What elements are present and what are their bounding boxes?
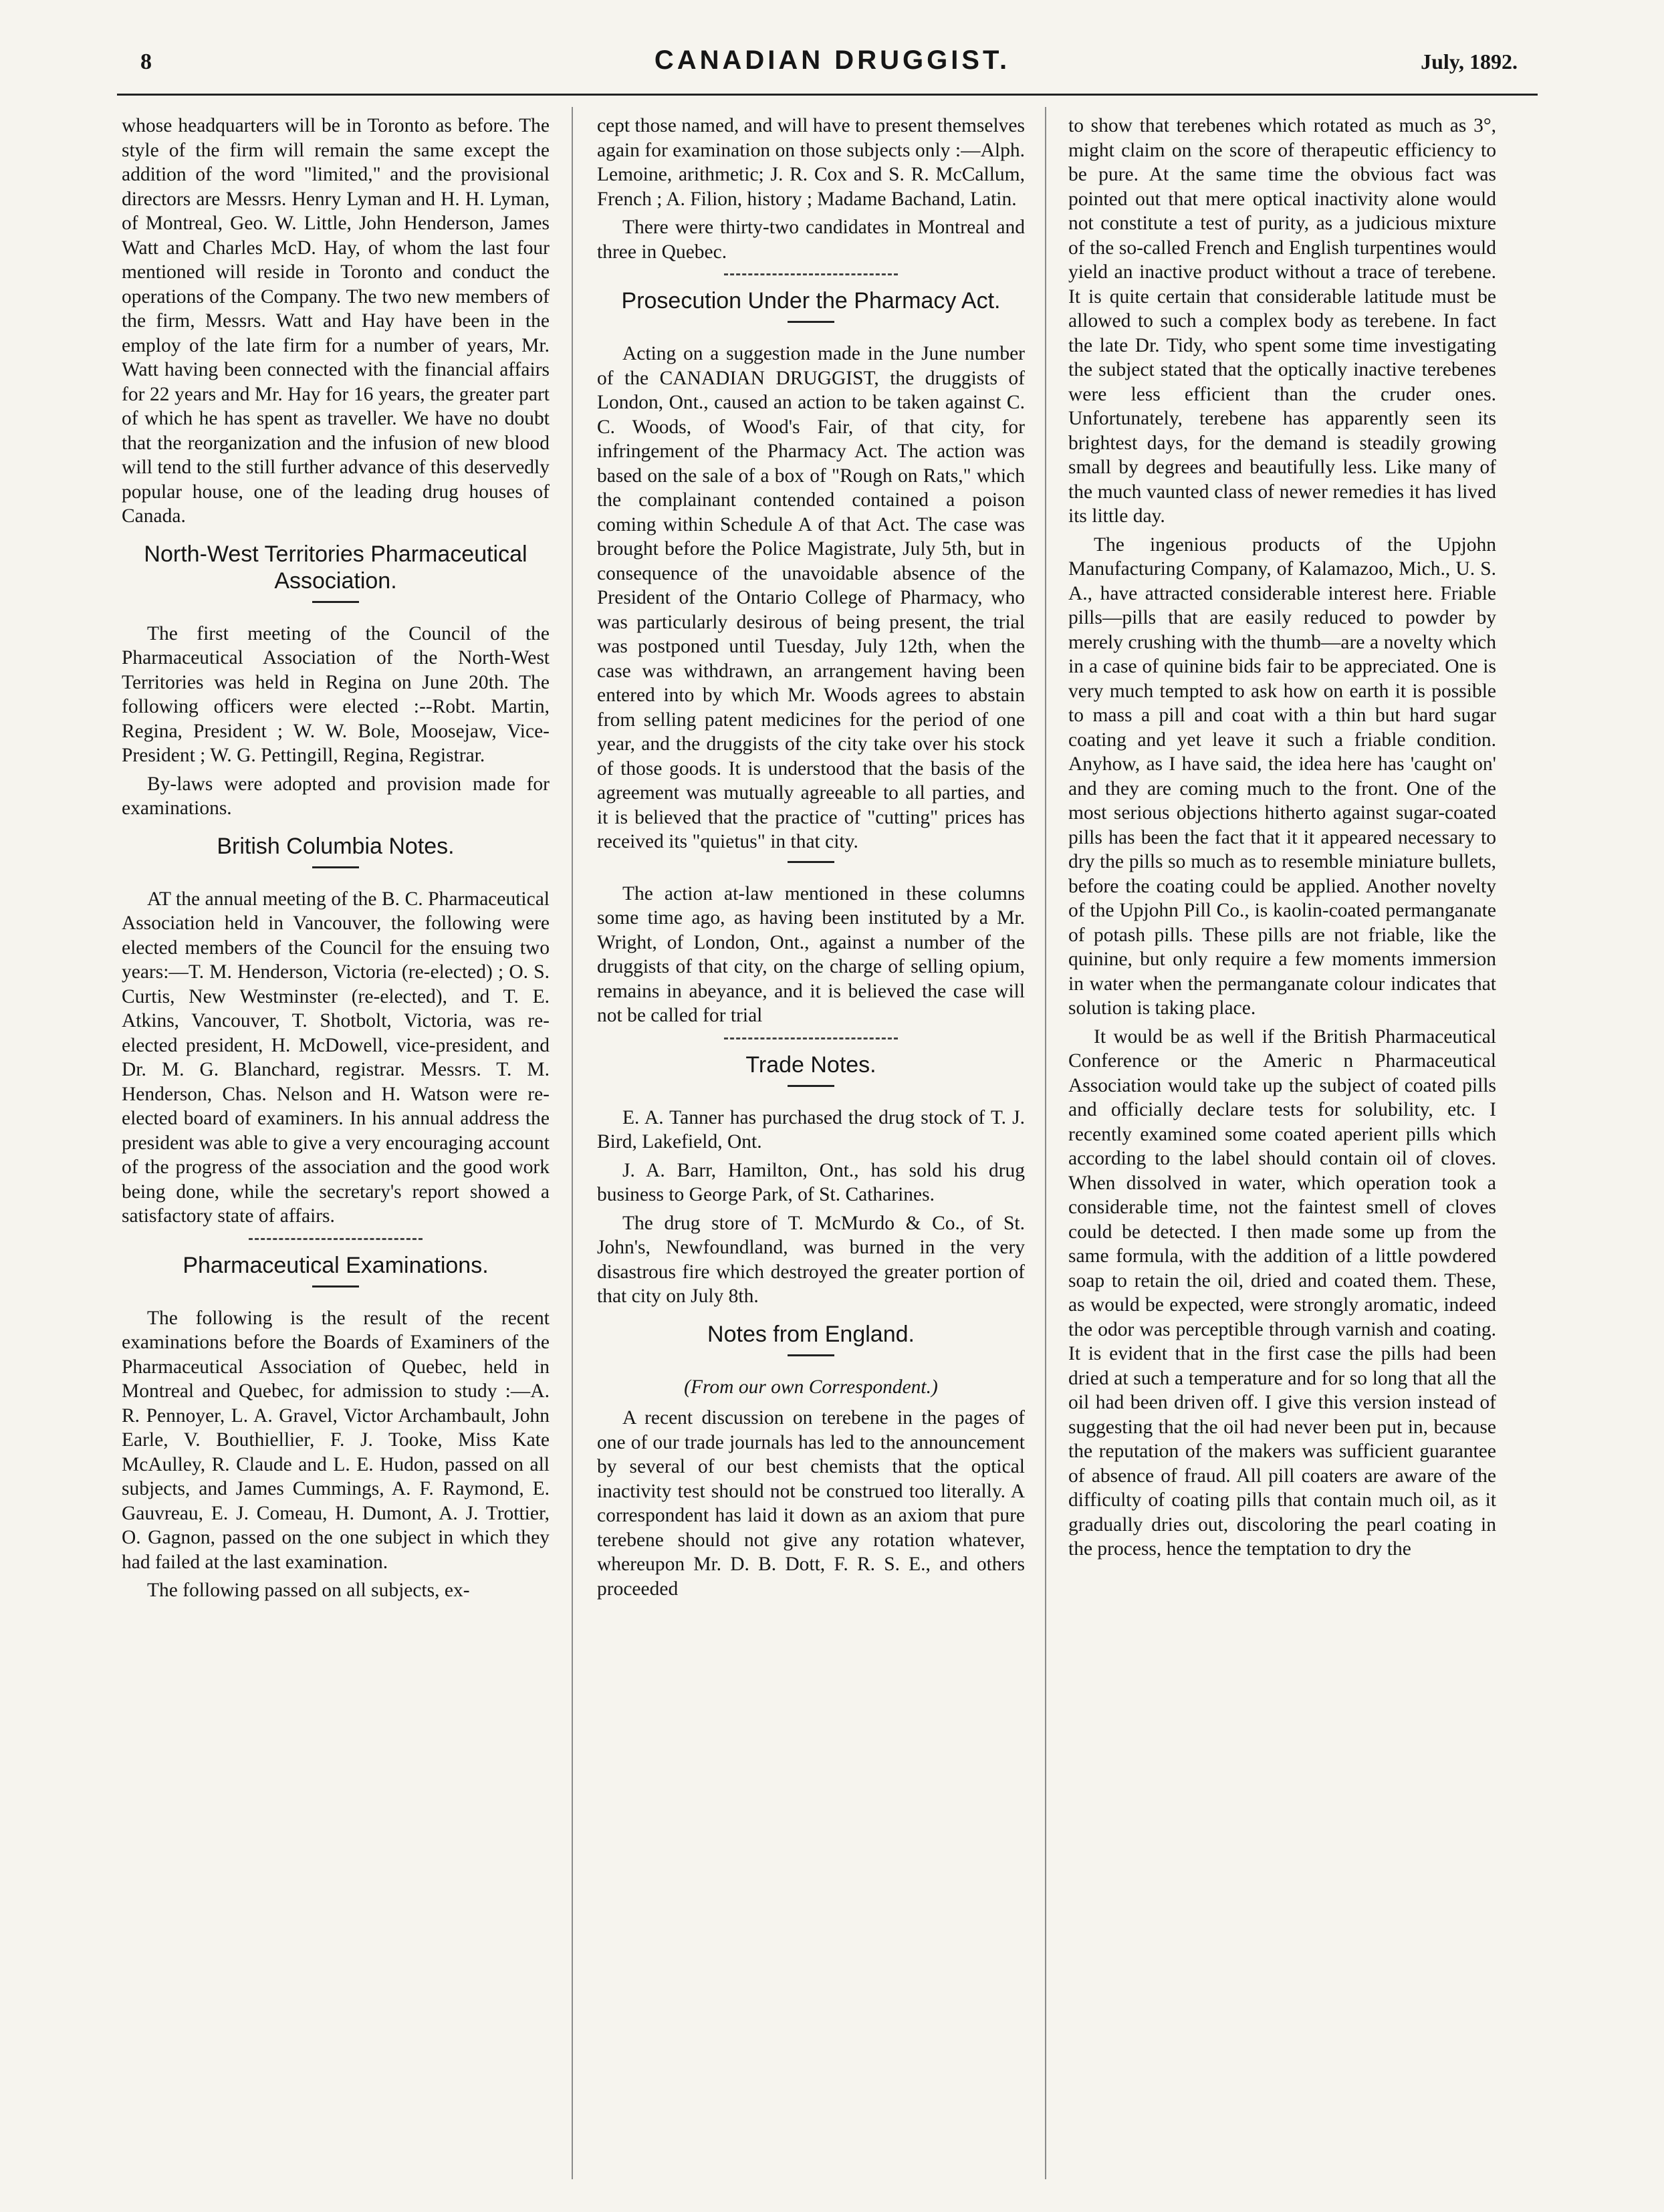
article-paragraph: The action at-law mentioned in these columns some time ago, as having been instituted by a Mr. Wright, of London, Ont., against a number of the druggists of that city, on the charge of selling opium, remains in abeyance, and it is believed the case will not be called for trial — [597, 882, 1025, 1026]
paragraph-rule — [788, 861, 834, 863]
column-2 — [597, 114, 1025, 1605]
article-paragraph: cept those named, and will have to present themselves again for examination on those subjects only :—Alph. Lemoine, arithmetic; J. R. Cox and S. R. McCallum, French ; A. Filion, history ; Madame Bachand, Latin. — [597, 115, 1025, 210]
publication-title: CANADIAN DRUGGIST. — [654, 45, 1011, 75]
page-number: 8 — [140, 49, 152, 74]
article-paragraph: A recent discussion on terebene in the pages of one of our trade journals has led to the announcement by several of our best chemists that the optical inactivity test should not be construed too literally. A correspondent has laid it down as an axiom that pure terebene should not give any rotation whatever, whereupon Mr. D. B. Dott, F. R. S. E., and others proceeded — [597, 1407, 1025, 1600]
header-rule — [117, 94, 1538, 96]
article-paragraph: It would be as well if the British Pharmaceutical Conference or the Americ n Pharmaceutical Association would take up the subject of coated pills and officially declare tests for solubility, etc. I recently examined some coated aperient pills which according to the label should contain oil of cloves. When dissolved in water, which operation took a considerable time, not the faintest smell of cloves could be detected. I then made some up from the same formula, with the addition of a little powdered soap to retain the oil, dried and coated them. These, as would be expected, were strongly aromatic, indeed the odor was perceptible through varnish and coating. It is evident that in the first case the pills had been dried at such a temperature and for so long that all the oil had been driven off. I give this version instead of suggesting that the oil had never been put in, because the reputation of the makers was sufficient guarantee of absence of fraud. All pill coaters are aware of the difficulty of coating pills that contain much oil, as it gradually dries out, discoloring the pearl coating in the process, hence the temptation to dry the — [1068, 1025, 1496, 1560]
column-3 — [1068, 114, 1496, 1566]
correspondent-byline: (From our own Correspondent.) — [684, 1376, 938, 1398]
column-1 — [122, 114, 550, 1607]
article-paragraph: J. A. Barr, Hamilton, Ont., has sold his drug business to George Park, of St. Catharines. — [597, 1159, 1025, 1205]
article-paragraph: The following passed on all subjects, ex- — [147, 1580, 470, 1601]
article-paragraph: AT the annual meeting of the B. C. Pharmaceutical Association held in Vancouver, the following were elected members of the Council for the ensuing two years:—T. M. Henderson, Victoria (re-elected) ; O. S. Curtis, New Westminster (re-elected), and T. E. Atkins, Vancouver, T. Shotbolt, Victoria, was re-elected president, H. McDowell, vice-president, and Dr. M. G. Blanchard, registrar. Messrs. T. M. Henderson, Chas. Nelson and H. Watson were re-elected board of examiners. In his annual address the president was able to give a very encouraging account of the progress of the association and the good work being done, while the secretary's report showed a satisfactory state of affairs. — [122, 888, 550, 1227]
heading-rule — [788, 1085, 834, 1087]
article-paragraph: By-laws were adopted and provision made for examinations. — [122, 773, 550, 819]
section-heading: Pharmaceutical Examinations. — [183, 1252, 489, 1278]
article-paragraph: E. A. Tanner has purchased the drug stock of T. J. Bird, Lakefield, Ont. — [597, 1106, 1025, 1152]
article-paragraph: The ingenious products of the Upjohn Manufacturing Company, of Kalamazoo, Mich., U. S. A., have attracted considerable interest here. Friable pills—pills that are easily reduced to powder by merely crushing with the thumb—are a novelty which in a case of quinine bids fair to be appreciated. One is very much tempted to ask how on earth it is possible to mass a pill and coat with a thin but hard sugar coating and yet leave it such a friable condition. Anyhow, as I have said, the idea here has 'caught on' and they are coming much to the front. One of the most serious objections hitherto against sugar-coated pills has been the fact that it it appeared necessary to dry the pills so much as to resemble miniature bullets, before the coating could be applied. Another novelty of the Upjohn Pill Co., is kaolin-coated permanganate of potash pills. These pills are not friable, like the quinine, but only require a few moments immersion in water when the permanganate colour indicates that solution is taking place. — [1068, 533, 1496, 1019]
section-separator — [724, 1037, 898, 1039]
article-paragraph: The first meeting of the Council of the Pharmaceutical Association of the North-West Territories was held in Regina on June 20th. The following officers were elected :--Robt. Martin, Regina, President ; W. W. Bole, Moosejaw, Vice-President ; W. G. Pettingill, Regina, Registrar. — [122, 622, 550, 766]
section-heading: British Columbia Notes. — [217, 833, 455, 859]
heading-rule — [788, 321, 834, 323]
article-paragraph: to show that terebenes which rotated as much as 3°, might claim on the score of therapeutic efficiency to be pure. At the same time the obvious fact was pointed out that mere optical inactivity alone would not constitute a test of purity, as a judicious mixture of the so-called French and English turpentines would yield an inactive product without a trace of terebene. It is quite certain that considerable latitude must be allowed to such a complex body as terebene. In fact the late Dr. Tidy, who spent some time investigating the subject stated that the optically inactive terebenes were less efficient than the cruder ones. Unfortunately, terebene has apparently seen its brightest days, for the demand is steadily growing small by degrees and beautifully less. Like many of the much vaunted class of newer remedies it has lived its little day. — [1068, 115, 1496, 527]
article-paragraph: Acting on a suggestion made in the June number of the CANADIAN DRUGGIST, the druggists of London, Ont., caused an action to be taken against C. C. Woods, of Wood's Fair, of that city, for infringement of the Pharmacy Act. The action was based on the sale of a box of "Rough on Rats," which the complainant contended contained a poison coming within Schedule A of that Act. The case was brought before the Police Magistrate, July 5th, but in consequence of the unavoidable absence of the President of the Ontario College of Pharmacy, who was particularly desirous of being present, the trial was postponed until Tuesday, July 12th, when the case was withdrawn, an arrangement having been entered into by which Mr. Woods agrees to abstain from selling patent medicines for the period of one year, and the druggists of the city take over his stock of those goods. It is understood that the basis of the agreement was mutually agreeable to all parties, and it is believed that the practice of "cutting" prices has received its "quietus" in that city. — [597, 343, 1025, 852]
section-separator — [724, 273, 898, 275]
section-separator — [249, 1238, 423, 1240]
heading-rule — [788, 1354, 834, 1356]
article-paragraph: There were thirty-two candidates in Montreal and three in Quebec. — [597, 217, 1025, 263]
section-heading: Trade Notes. — [745, 1052, 876, 1078]
page-header — [114, 44, 1551, 87]
column-divider — [1045, 107, 1046, 2179]
heading-rule — [312, 1285, 359, 1287]
article-paragraph: The drug store of T. McMurdo & Co., of St. John's, Newfoundland, was burned in the very disastrous fire which destroyed the greater portion of that city on July 8th. — [597, 1212, 1025, 1307]
article-paragraph: whose headquarters will be in Toronto as before. The style of the firm will remain the same except the addition of the word "limited," and the provisional directors are Messrs. Henry Lyman and H. H. Lyman, of Montreal, Geo. W. Little, John Henderson, James Watt and Charles McD. Hay, of whom the last four mentioned will reside in Toronto and conduct the operations of the Company. The two new members of the firm, Messrs. Watt and Hay have been in the employ of the late firm for a number of years, Mr. Watt having been connected with the financial affairs for 22 years and Mr. Hay for 16 years, the greater part of which he has spent as traveller. We have no doubt that the reorganization and the infusion of new blood will tend to the still further advance of this deservedly popular house, one of the leading drug houses of Canada. — [122, 115, 550, 527]
section-heading: Prosecution Under the Pharmacy Act. — [621, 288, 1001, 314]
section-heading: North-West Territories Pharmaceutical Association. — [144, 541, 527, 594]
issue-date: July, 1892. — [1421, 49, 1518, 74]
column-divider — [572, 107, 573, 2179]
article-paragraph: The following is the result of the recent examinations before the Boards of Examiners of the Pharmaceutical Association of Quebec, held in Montreal and Quebec, for admission to study :—A. R. Pennoyer, L. A. Gravel, Victor Archambault, John Earle, V. Bouthiellier, F. J. Tooke, Miss Kate McAulley, R. Claude and L. E. Hudon, passed on all subjects, and James Cummings, A. F. Raymond, E. Gauvreau, E. J. Comeau, H. Dumont, A. J. Trottier, O. Gagnon, passed on the one subject in which they had failed at the last examination. — [122, 1307, 550, 1573]
heading-rule — [312, 601, 359, 603]
section-heading: Notes from England. — [707, 1321, 915, 1347]
heading-rule — [312, 866, 359, 868]
